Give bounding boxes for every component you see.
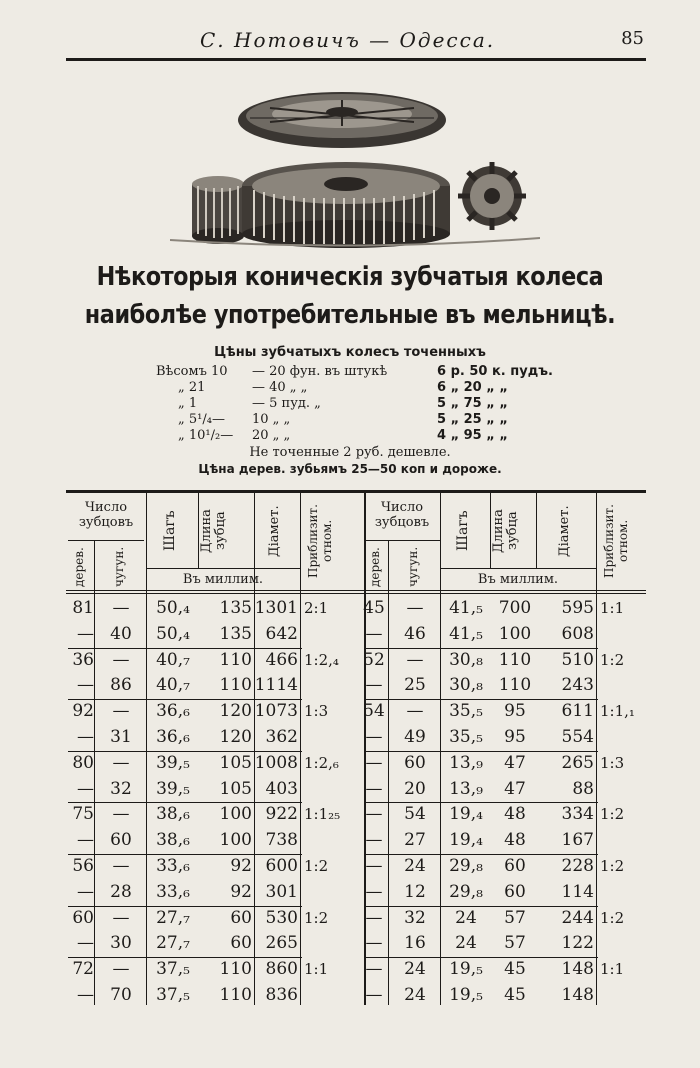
right-iron-cell: 49 [404, 727, 426, 747]
price-value: 5 „ 25 „ „ [437, 412, 508, 427]
left-step-cell: 27,₇ [156, 907, 190, 928]
right-step-cell: 19,₅ [449, 985, 483, 1005]
left-iron-cell: 31 [110, 727, 132, 747]
right-iron-cell: — [406, 649, 424, 670]
left-diam-cell: 738 [265, 830, 298, 851]
left-iron-cell: — [112, 959, 130, 980]
left-ratio-cell: 1:2,₆ [304, 753, 339, 772]
right-len-cell: 60 [504, 856, 526, 876]
right-iron-cell: 25 [404, 675, 426, 696]
left-ratio-cell: 1:1 [304, 960, 329, 979]
left-diam-cell: 1114 [254, 675, 298, 696]
left-iron-cell: 40 [110, 623, 132, 644]
left-wood-cell: — [77, 623, 94, 644]
right-iron-cell: 24 [404, 856, 426, 876]
left-iron-cell: 60 [110, 830, 132, 851]
right-step-cell: 29,₈ [449, 881, 483, 902]
right-ratio-cell [600, 622, 646, 646]
left-ratio-cell [304, 622, 366, 646]
right-diam-cell: 228 [561, 856, 594, 876]
header-tooth-length: Длина зубца [199, 509, 228, 553]
left-diam-cell: 836 [265, 985, 298, 1005]
column-rule [596, 490, 597, 1005]
left-iron-cell: — [112, 649, 130, 670]
price-value: 6 „ 20 „ „ [437, 380, 508, 395]
prices-heading: Цѣны зубчатыхъ колесъ точенныхъ [214, 345, 486, 360]
column-rule [94, 540, 95, 1005]
left-ratio-cell [304, 828, 366, 852]
header-subrule [440, 568, 596, 569]
left-ratio-cell: 1:1₂₅ [304, 805, 341, 824]
right-iron-cell: 32 [404, 907, 426, 928]
left-step-cell: 40,₇ [156, 675, 190, 696]
table-top-rule [66, 490, 646, 493]
right-len-cell: 47 [504, 778, 526, 799]
spur-wheel-illustration [242, 162, 450, 248]
left-iron-cell: 28 [110, 881, 132, 902]
header-iron: чугун. [406, 546, 420, 588]
left-len-cell: 60 [230, 907, 252, 928]
price-range: 20 „ „ [252, 428, 291, 443]
left-ratio-cell: 1:2 [304, 908, 329, 927]
left-len-cell: 60 [230, 933, 252, 954]
left-step-cell: 50,₄ [156, 598, 190, 618]
left-iron-cell: 70 [110, 985, 132, 1005]
right-step-cell: 13,₉ [449, 752, 483, 773]
header-mm: Въ миллим. [477, 572, 559, 587]
right-ratio-cell [600, 828, 646, 852]
header-step: Шагъ [162, 510, 178, 552]
right-ratio-cell: 1:1,₁ [600, 702, 635, 721]
left-iron-cell: — [112, 598, 130, 618]
right-len-cell: 45 [504, 985, 526, 1005]
left-len-cell: 110 [219, 649, 252, 670]
right-diam-cell: 244 [561, 907, 594, 928]
left-iron-cell: — [112, 752, 130, 773]
left-step-cell: 38,₆ [156, 830, 190, 851]
left-diam-cell: 362 [265, 727, 298, 747]
right-ratio-cell: 1:2 [600, 805, 625, 824]
left-diam-cell: 265 [265, 933, 298, 954]
right-len-cell: 110 [498, 649, 532, 670]
right-iron-cell: 24 [404, 985, 426, 1005]
right-len-cell: 100 [498, 623, 532, 644]
left-diam-cell: 860 [265, 959, 298, 980]
left-diam-cell: 403 [265, 778, 298, 799]
running-title: С. Нотовичъ — Одесса. [200, 28, 496, 52]
right-ratio-cell [600, 880, 646, 904]
right-iron-cell: — [406, 701, 424, 722]
header-ratio: Приблизит. отном. [306, 504, 334, 578]
right-wood-cell: — [365, 933, 383, 954]
column-rule [388, 540, 389, 1005]
price-range: — 20 фун. въ штукѣ [252, 364, 388, 379]
right-ratio-cell: 1:3 [600, 753, 625, 772]
left-ratio-cell [304, 673, 366, 697]
left-wood-cell: — [77, 778, 94, 799]
right-step-cell: 19,₄ [449, 830, 483, 851]
header-mm: Въ миллим. [182, 572, 264, 587]
left-ratio-cell: 2:1 [304, 599, 329, 617]
header-teeth-count: Число зубцовъ [374, 500, 430, 530]
header-subrule [68, 540, 144, 541]
right-len-cell: 700 [498, 598, 532, 618]
right-ratio-cell [600, 931, 646, 955]
right-diam-cell: 608 [561, 623, 594, 644]
right-diam-cell: 148 [561, 959, 594, 980]
right-diam-cell: 334 [561, 804, 594, 825]
left-step-cell: 40,₇ [156, 649, 190, 670]
left-wood-cell: 56 [72, 856, 94, 876]
left-step-cell: 33,₆ [156, 856, 190, 876]
right-ratio-cell: 1:1 [600, 599, 625, 617]
right-diam-cell: 148 [561, 985, 594, 1005]
left-iron-cell: — [112, 856, 130, 876]
header-wood: дерев. [72, 547, 86, 587]
left-len-cell: 105 [219, 752, 252, 773]
header-wood: дерев. [368, 547, 382, 587]
header-subrule [364, 540, 440, 541]
prices-note: Не точенные 2 руб. дешевле. [249, 445, 451, 460]
left-len-cell: 110 [219, 959, 252, 980]
right-step-cell: 35,₅ [449, 701, 483, 722]
right-diam-cell: 88 [572, 778, 594, 799]
right-wood-cell: — [365, 623, 383, 644]
right-len-cell: 110 [498, 675, 532, 696]
title-line-2: наиболѣе употребительные въ мельницѣ. [84, 300, 616, 330]
right-step-cell: 41,₅ [449, 623, 483, 644]
column-rule [440, 490, 441, 1005]
header-rule [66, 590, 646, 591]
price-value: 5 „ 75 „ „ [437, 396, 508, 411]
wood-teeth-price: Цѣна дерев. зубьямъ 25—50 коп и дороже. [198, 462, 502, 476]
left-wood-cell: 80 [72, 752, 94, 773]
right-iron-cell: 54 [404, 804, 426, 825]
right-ratio-cell: 1:2 [600, 908, 625, 927]
right-diam-cell: 122 [561, 933, 594, 954]
right-len-cell: 45 [504, 959, 526, 980]
right-len-cell: 48 [504, 804, 526, 825]
right-iron-cell: 27 [404, 830, 426, 851]
price-weight: Вѣсомъ 10 [156, 364, 228, 379]
left-diam-cell: 1301 [254, 598, 298, 618]
column-rule [146, 490, 147, 1005]
left-ratio-cell [304, 931, 366, 955]
left-ratio-cell [304, 777, 366, 801]
left-len-cell: 110 [219, 675, 252, 696]
bevel-gears-illustration [170, 88, 540, 248]
right-step-cell: 19,₅ [449, 959, 483, 980]
right-len-cell: 95 [504, 701, 526, 722]
right-len-cell: 95 [504, 727, 526, 747]
left-wood-cell: 60 [72, 907, 94, 928]
left-ratio-cell [304, 880, 366, 904]
right-wood-cell: — [365, 804, 383, 825]
right-step-cell: 19,₄ [449, 804, 483, 825]
price-value: 4 „ 95 „ „ [437, 428, 508, 443]
left-iron-cell: 86 [110, 675, 132, 696]
price-range: — 5 пуд. „ [252, 396, 321, 411]
column-rule [300, 490, 301, 1005]
left-wood-cell: — [77, 675, 94, 696]
right-wood-cell: — [365, 830, 383, 851]
left-diam-cell: 466 [265, 649, 298, 670]
right-iron-cell: 16 [404, 933, 426, 954]
left-step-cell: 37,₅ [156, 959, 190, 980]
right-iron-cell: — [406, 598, 424, 618]
pinion-gear-illustration [192, 176, 244, 244]
right-diam-cell: 554 [561, 727, 594, 747]
small-spur-gear-illustration [458, 162, 526, 230]
right-step-cell: 41,₅ [449, 598, 483, 618]
price-weight: „ 10¹/₂— [178, 428, 234, 443]
right-wood-cell: — [365, 985, 383, 1005]
right-ratio-cell: 1:2 [600, 650, 625, 669]
price-weight: „ 21 [178, 380, 206, 395]
price-range: 10 „ „ [252, 412, 291, 427]
left-len-cell: 120 [219, 701, 252, 722]
right-wood-cell: — [365, 907, 383, 928]
left-diam-cell: 1073 [254, 701, 298, 722]
left-diam-cell: 530 [265, 907, 298, 928]
left-step-cell: 33,₆ [156, 881, 190, 902]
right-step-cell: 24 [455, 907, 477, 928]
right-diam-cell: 114 [561, 881, 594, 902]
right-wood-cell: 54 [363, 701, 385, 722]
price-value: 6 р. 50 к. пудъ. [437, 364, 553, 379]
left-step-cell: 39,₅ [156, 778, 190, 799]
left-ratio-cell: 1:3 [304, 702, 329, 721]
left-len-cell: 135 [219, 623, 252, 644]
left-iron-cell: — [112, 701, 130, 722]
right-diam-cell: 243 [561, 675, 594, 696]
right-wood-cell: 52 [363, 649, 385, 670]
right-step-cell: 13,₉ [449, 778, 483, 799]
right-len-cell: 60 [504, 881, 526, 902]
right-diam-cell: 611 [561, 701, 594, 722]
left-ratio-cell: 1:2 [304, 857, 329, 875]
left-wood-cell: 75 [72, 804, 94, 825]
left-iron-cell: 32 [110, 778, 132, 799]
left-diam-cell: 922 [265, 804, 298, 825]
left-len-cell: 105 [219, 778, 252, 799]
right-step-cell: 24 [455, 933, 477, 954]
left-step-cell: 37,₅ [156, 985, 190, 1005]
running-header [66, 24, 646, 61]
header-ratio: Приблизит. отном. [602, 504, 630, 578]
left-diam-cell: 301 [265, 881, 298, 902]
right-iron-cell: 24 [404, 959, 426, 980]
left-diam-cell: 1008 [254, 752, 298, 773]
left-wood-cell: — [77, 727, 94, 747]
left-ratio-cell: 1:2,₄ [304, 650, 339, 669]
right-iron-cell: 60 [404, 752, 426, 773]
right-iron-cell: 12 [404, 881, 426, 902]
price-weight: „ 5¹/₄— [178, 412, 225, 427]
column-rule [536, 490, 537, 568]
left-step-cell: 50,₄ [156, 623, 190, 644]
left-len-cell: 100 [219, 830, 252, 851]
header-rule-double [66, 593, 646, 594]
header-diameter: Діамет. [557, 505, 572, 557]
left-len-cell: 120 [219, 727, 252, 747]
gear-table [66, 490, 646, 1005]
left-wood-cell: — [77, 881, 94, 902]
left-diam-cell: 600 [265, 856, 298, 876]
left-step-cell: 38,₆ [156, 804, 190, 825]
left-len-cell: 110 [219, 985, 252, 1005]
right-wood-cell: 45 [363, 598, 385, 618]
right-wood-cell: — [365, 881, 383, 902]
large-bevel-gear-illustration [238, 92, 446, 148]
right-ratio-cell [600, 725, 646, 749]
right-len-cell: 48 [504, 830, 526, 851]
header-step: Шагъ [455, 510, 471, 552]
right-diam-cell: 595 [561, 598, 594, 618]
right-wood-cell: — [365, 752, 383, 773]
page-number: 85 [621, 28, 644, 49]
header-subrule [146, 568, 300, 569]
left-iron-cell: — [112, 804, 130, 825]
right-step-cell: 35,₅ [449, 727, 483, 747]
left-iron-cell: 30 [110, 933, 132, 954]
right-iron-cell: 46 [404, 623, 426, 644]
right-ratio-cell [600, 777, 646, 801]
left-wood-cell: 81 [72, 598, 94, 618]
right-ratio-cell: 1:1 [600, 960, 625, 979]
right-wood-cell: — [365, 856, 383, 876]
right-wood-cell: — [365, 675, 383, 696]
right-wood-cell: — [365, 778, 383, 799]
left-wood-cell: 72 [72, 959, 94, 980]
left-wood-cell: — [77, 830, 94, 851]
right-step-cell: 29,₈ [449, 856, 483, 876]
header-iron: чугун. [112, 546, 126, 588]
right-len-cell: 47 [504, 752, 526, 773]
left-wood-cell: — [77, 933, 94, 954]
left-wood-cell: 92 [72, 701, 94, 722]
left-step-cell: 39,₅ [156, 752, 190, 773]
left-step-cell: 36,₆ [156, 701, 190, 722]
left-step-cell: 36,₆ [156, 727, 190, 747]
right-ratio-cell: 1:2 [600, 857, 625, 875]
left-wood-cell: — [77, 985, 94, 1005]
header-tooth-length: Длина зубца [491, 509, 520, 553]
left-len-cell: 92 [230, 856, 252, 876]
right-iron-cell: 20 [404, 778, 426, 799]
right-ratio-cell [600, 673, 646, 697]
left-ratio-cell [304, 725, 366, 749]
right-diam-cell: 510 [561, 649, 594, 670]
price-range: — 40 „ „ [252, 380, 308, 395]
right-len-cell: 57 [504, 907, 526, 928]
right-diam-cell: 167 [561, 830, 594, 851]
right-diam-cell: 265 [561, 752, 594, 773]
left-ratio-cell [304, 983, 366, 1007]
header-diameter: Діамет. [267, 505, 282, 557]
left-diam-cell: 642 [265, 623, 298, 644]
left-len-cell: 100 [219, 804, 252, 825]
right-wood-cell: — [365, 727, 383, 747]
header-teeth-count: Число зубцовъ [78, 500, 134, 530]
right-step-cell: 30,₈ [449, 649, 483, 670]
right-wood-cell: — [365, 959, 383, 980]
title-line-1: Нѣкоторыя коническія зубчатыя колеса [96, 262, 604, 292]
right-ratio-cell [600, 983, 646, 1007]
left-step-cell: 27,₇ [156, 933, 190, 954]
left-len-cell: 135 [219, 598, 252, 618]
price-weight: „ 1 [178, 396, 198, 411]
right-step-cell: 30,₈ [449, 675, 483, 696]
right-len-cell: 57 [504, 933, 526, 954]
left-wood-cell: 36 [72, 649, 94, 670]
left-len-cell: 92 [230, 881, 252, 902]
left-iron-cell: — [112, 907, 130, 928]
